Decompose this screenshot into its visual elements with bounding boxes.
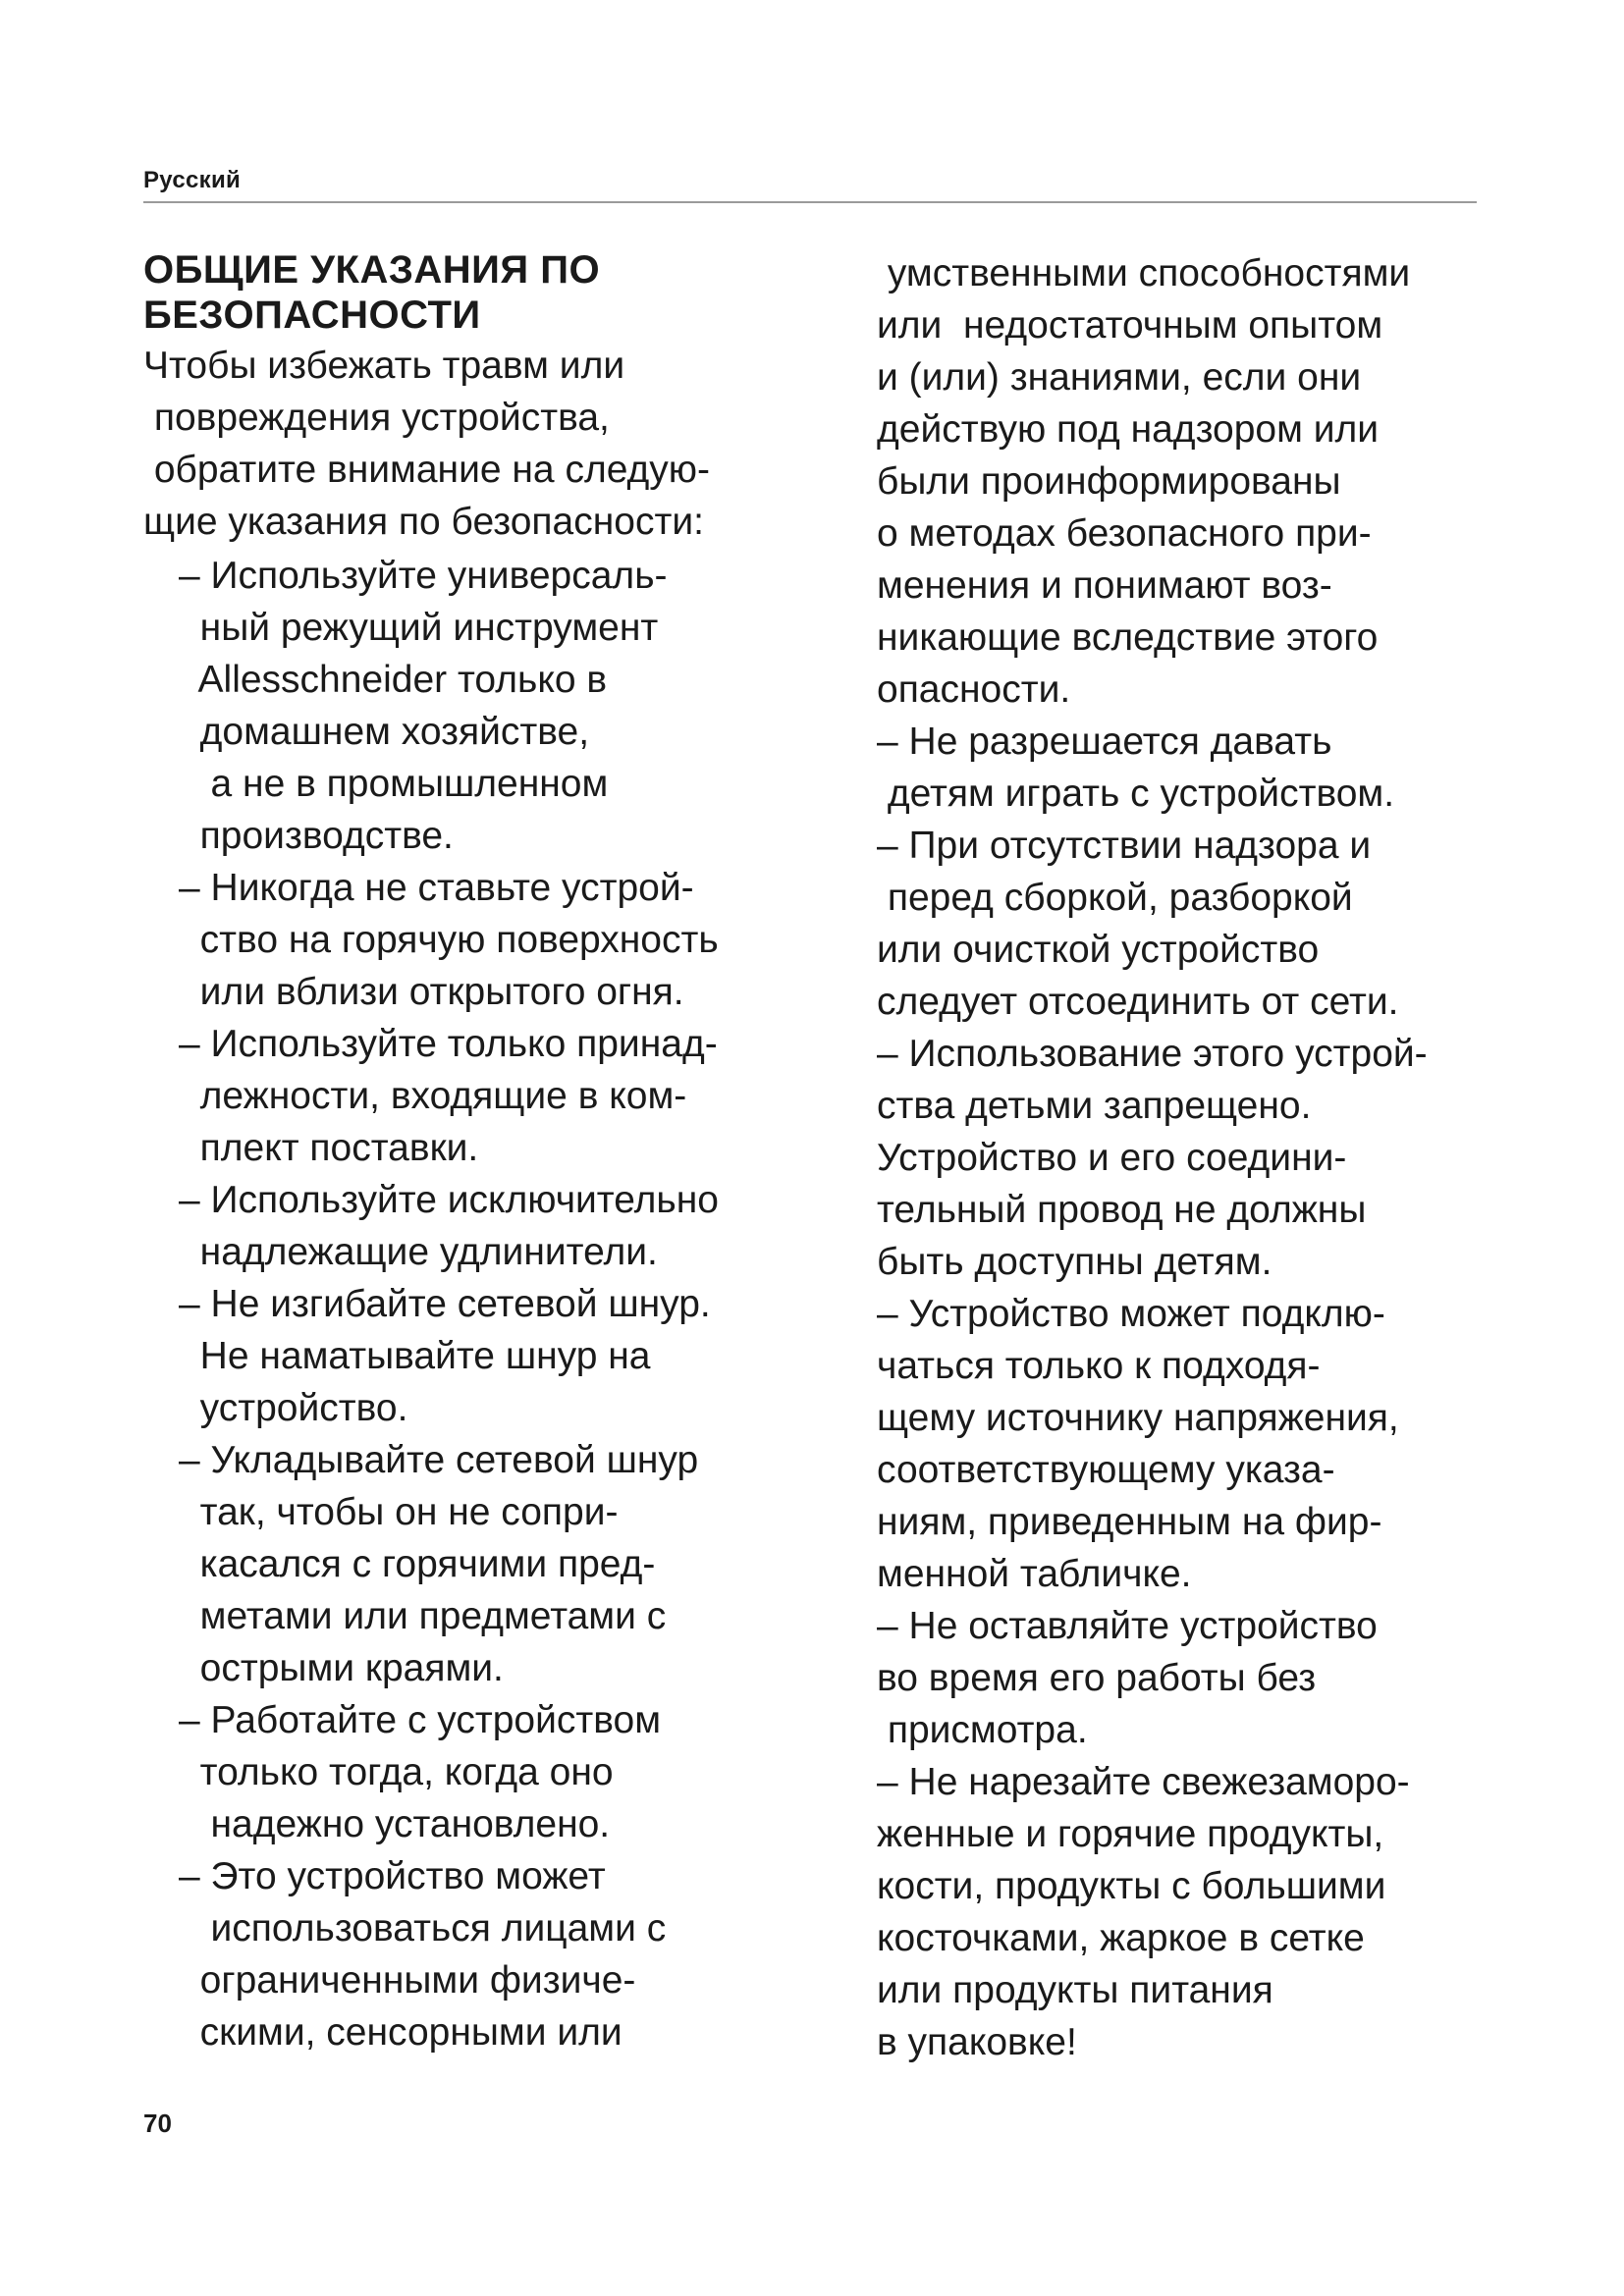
text-line: – Никогда не ставьте устрой-	[179, 867, 694, 909]
text-line: чаться только к подходя-	[877, 1345, 1321, 1387]
text-line: а не в промышленном	[179, 763, 609, 805]
text-line: – Работайте с устройством	[179, 1699, 662, 1741]
text-line: – Использование этого устрой-	[877, 1033, 1428, 1075]
text-line: – Не нарезайте свежезаморо-	[877, 1761, 1410, 1803]
safety-bullet-list	[143, 550, 831, 2058]
text-line: ства детьми запрещено.	[877, 1085, 1312, 1127]
text-line: обратите внимание на следую-	[143, 449, 711, 491]
text-line: так, чтобы он не сопри-	[179, 1491, 619, 1533]
text-line: надежно установлено.	[179, 1803, 611, 1845]
text-line: перед сборкой, разборкой	[877, 877, 1353, 919]
text-line: острыми краями.	[179, 1647, 504, 1689]
text-line: косточками, жаркое в сетке	[877, 1917, 1365, 1959]
text-line: – Используйте только принад-	[179, 1023, 718, 1065]
text-line: или продукты питания	[877, 1969, 1273, 2011]
header-language: Русский	[143, 167, 242, 193]
text-line: Allesschneider только в	[179, 659, 608, 701]
text-line: действую под надзором или	[877, 408, 1380, 451]
text-line: – Используйте исключительно	[179, 1179, 719, 1221]
text-line: быть доступны детям.	[877, 1241, 1272, 1283]
right-column	[877, 247, 1525, 2068]
text-line: кости, продукты с большими	[877, 1865, 1386, 1907]
text-line: ограниченными физиче-	[179, 1959, 636, 2002]
text-line: устройство.	[179, 1387, 408, 1429]
text-line: тельный провод не должны	[877, 1189, 1367, 1231]
text-line: – Устройство может подклю-	[877, 1293, 1385, 1335]
text-line: – Не изгибайте сетевой шнур.	[179, 1283, 711, 1325]
text-line: плект поставки.	[179, 1127, 479, 1169]
text-line: – Не оставляйте устройство	[877, 1605, 1378, 1647]
title-line: ОБЩИЕ УКАЗАНИЯ ПО	[143, 248, 601, 292]
text-line: ство на горячую поверхность	[179, 919, 719, 961]
text-line: щие указания по безопасности:	[143, 501, 704, 543]
text-line: Устройство и его соедини-	[877, 1137, 1347, 1179]
text-line: Чтобы избежать травм или	[143, 345, 625, 387]
text-line: были проинформированы	[877, 460, 1341, 503]
text-line: детям играть с устройством.	[877, 773, 1395, 815]
text-line: соответствующему указа-	[877, 1449, 1335, 1491]
text-line: о методах безопасного при-	[877, 512, 1372, 555]
text-line: метами или предметами с	[179, 1595, 667, 1637]
intro-paragraph	[143, 340, 831, 548]
text-line: производстве.	[179, 815, 454, 857]
text-line: только тогда, когда оно	[179, 1751, 614, 1793]
text-line: щему источнику напряжения,	[877, 1397, 1399, 1439]
text-line: или недостаточным опытом	[877, 304, 1383, 347]
text-line: или вблизи открытого огня.	[179, 971, 684, 1013]
text-line: во время его работы без	[877, 1657, 1317, 1699]
text-line: ный режущий инструмент	[179, 607, 659, 649]
section-title	[143, 247, 831, 338]
text-line: Не наматывайте шнур на	[179, 1335, 651, 1377]
text-line: надлежащие удлинители.	[179, 1231, 658, 1273]
title-line: БЕЗОПАСНОСТИ	[143, 294, 481, 337]
text-line: и (или) знаниями, если они	[877, 356, 1362, 399]
text-line: использоваться лицами с	[179, 1907, 667, 1949]
header-divider	[143, 201, 1477, 203]
page-number: 70	[143, 2109, 172, 2138]
text-line: никающие вследствие этого	[877, 616, 1379, 659]
text-line: – Не разрешается давать	[877, 721, 1332, 763]
text-line: умственными способностями	[877, 252, 1411, 294]
text-line: – Используйте универсаль-	[179, 555, 668, 597]
text-line: касался с горячими пред-	[179, 1543, 656, 1585]
text-line: или очисткой устройство	[877, 929, 1320, 971]
text-line: менной табличке.	[877, 1553, 1192, 1595]
text-line: – При отсутствии надзора и	[877, 825, 1372, 867]
text-line: менения и понимают воз-	[877, 564, 1332, 607]
text-line: в упаковке!	[877, 2021, 1077, 2063]
text-line: следует отсоединить от сети.	[877, 981, 1399, 1023]
text-line: опасности.	[877, 668, 1071, 711]
text-line: – Укладывайте сетевой шнур	[179, 1439, 699, 1481]
text-line: домашнем хозяйстве,	[179, 711, 590, 753]
text-line: повреждения устройства,	[143, 397, 610, 439]
text-line: ниям, приведенным на фир-	[877, 1501, 1382, 1543]
left-column	[143, 247, 831, 2058]
text-line: присмотра.	[877, 1709, 1088, 1751]
text-line: женные и горячие продукты,	[877, 1813, 1384, 1855]
text-line: лежности, входящие в ком-	[179, 1075, 687, 1117]
text-line: – Это устройство может	[179, 1855, 606, 1897]
text-line: скими, сенсорными или	[179, 2011, 623, 2054]
